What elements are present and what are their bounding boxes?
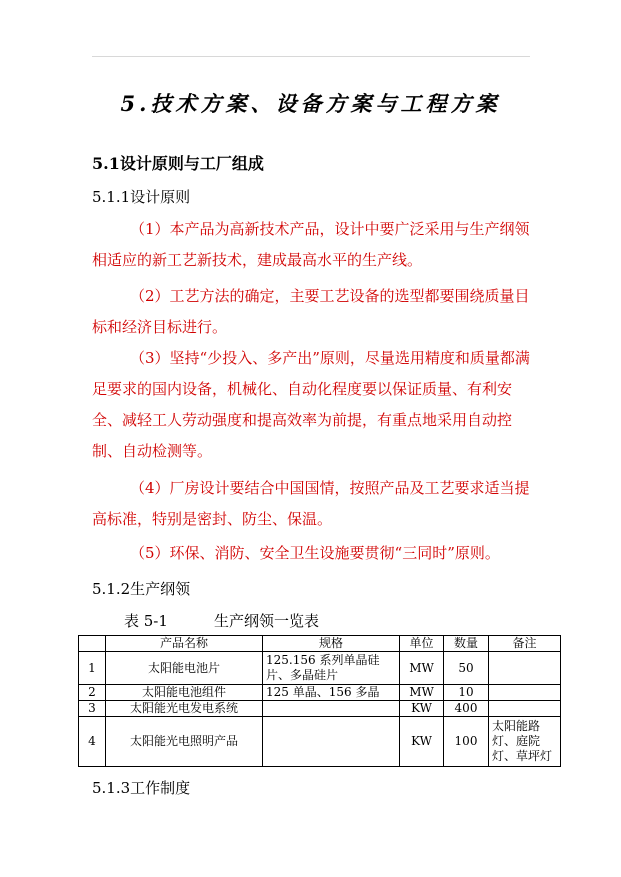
principle-1-text: （1）本产品为高新技术产品，设计中要广泛采用与生产纲领相适应的新工艺新技术，建成最高水平的生产线。 — [92, 220, 530, 269]
table-cell: 125.156 系列单晶硅片、多晶硅片 — [263, 652, 400, 685]
table-cell — [263, 701, 400, 717]
principle-5 — [92, 538, 532, 569]
table-cell: 3 — [79, 701, 106, 717]
table-cell: 太阳能光电照明产品 — [106, 717, 263, 767]
table-row — [79, 652, 561, 685]
table-cell — [489, 701, 561, 717]
table-cell: MW — [400, 652, 444, 685]
section-5-1-1-heading: 5.1.1设计原则 — [92, 188, 191, 206]
table-cell: 太阳能电池组件 — [106, 685, 263, 701]
table-cell: 1 — [79, 652, 106, 685]
table-cell: 2 — [79, 685, 106, 701]
principle-2 — [92, 281, 532, 343]
section-5-1-2-heading: 5.1.2生产纲领 — [92, 580, 191, 598]
header-cell: 产品名称 — [106, 636, 263, 652]
table-cell — [489, 685, 561, 701]
table-row — [79, 701, 561, 717]
table-cell — [263, 717, 400, 767]
table-row — [79, 717, 561, 767]
table-cell: 100 — [444, 717, 489, 767]
table-cell: 太阳能电池片 — [106, 652, 263, 685]
table-caption — [124, 610, 319, 631]
principle-4 — [92, 473, 532, 535]
header-cell: 单位 — [400, 636, 444, 652]
principle-3-text: （3）坚持“少投入、多产出”原则，尽量选用精度和质量都满足要求的国内设备，机械化、自动化程度要以保证质量、有利安全、减轻工人劳动强度和提高效率为前提，有重点地采用自动控制、自动检测等。 — [92, 349, 530, 460]
section-5-1-heading: 5.1设计原则与工厂组成 — [92, 154, 264, 173]
table-cell: 400 — [444, 701, 489, 717]
table-cell: 10 — [444, 685, 489, 701]
principle-4-text: （4）厂房设计要结合中国国情，按照产品及工艺要求适当提高标准，特别是密封、防尘、保温。 — [92, 479, 530, 528]
table-row — [79, 685, 561, 701]
header-cell: 规格 — [263, 636, 400, 652]
table-cell: MW — [400, 685, 444, 701]
table-cell: KW — [400, 717, 444, 767]
table-cell: 50 — [444, 652, 489, 685]
header-cell: 数量 — [444, 636, 489, 652]
table-cell: 太阳能路灯、庭院灯、草坪灯 — [489, 717, 561, 767]
principle-3 — [92, 343, 532, 467]
table-number: 表 5-1 — [124, 612, 168, 630]
table-cell: KW — [400, 701, 444, 717]
header-rule — [92, 56, 530, 57]
principle-1 — [92, 214, 532, 276]
table-title: 生产纲领一览表 — [213, 612, 319, 630]
header-cell — [79, 636, 106, 652]
production-table — [78, 635, 561, 767]
header-cell: 备注 — [489, 636, 561, 652]
principle-2-text: （2）工艺方法的确定，主要工艺设备的选型都要围绕质量目标和经济目标进行。 — [92, 287, 530, 336]
table-header-row — [79, 636, 561, 652]
section-5-1-3-heading: 5.1.3工作制度 — [92, 779, 191, 797]
table-cell — [489, 652, 561, 685]
table-cell: 4 — [79, 717, 106, 767]
table-cell: 125 单晶、156 多晶 — [263, 685, 400, 701]
table-cell: 太阳能光电发电系统 — [106, 701, 263, 717]
principle-5-text: （5）环保、消防、安全卫生设施要贯彻“三同时”原则。 — [130, 544, 500, 562]
chapter-title: 5.技术方案、设备方案与工程方案 — [120, 91, 501, 116]
